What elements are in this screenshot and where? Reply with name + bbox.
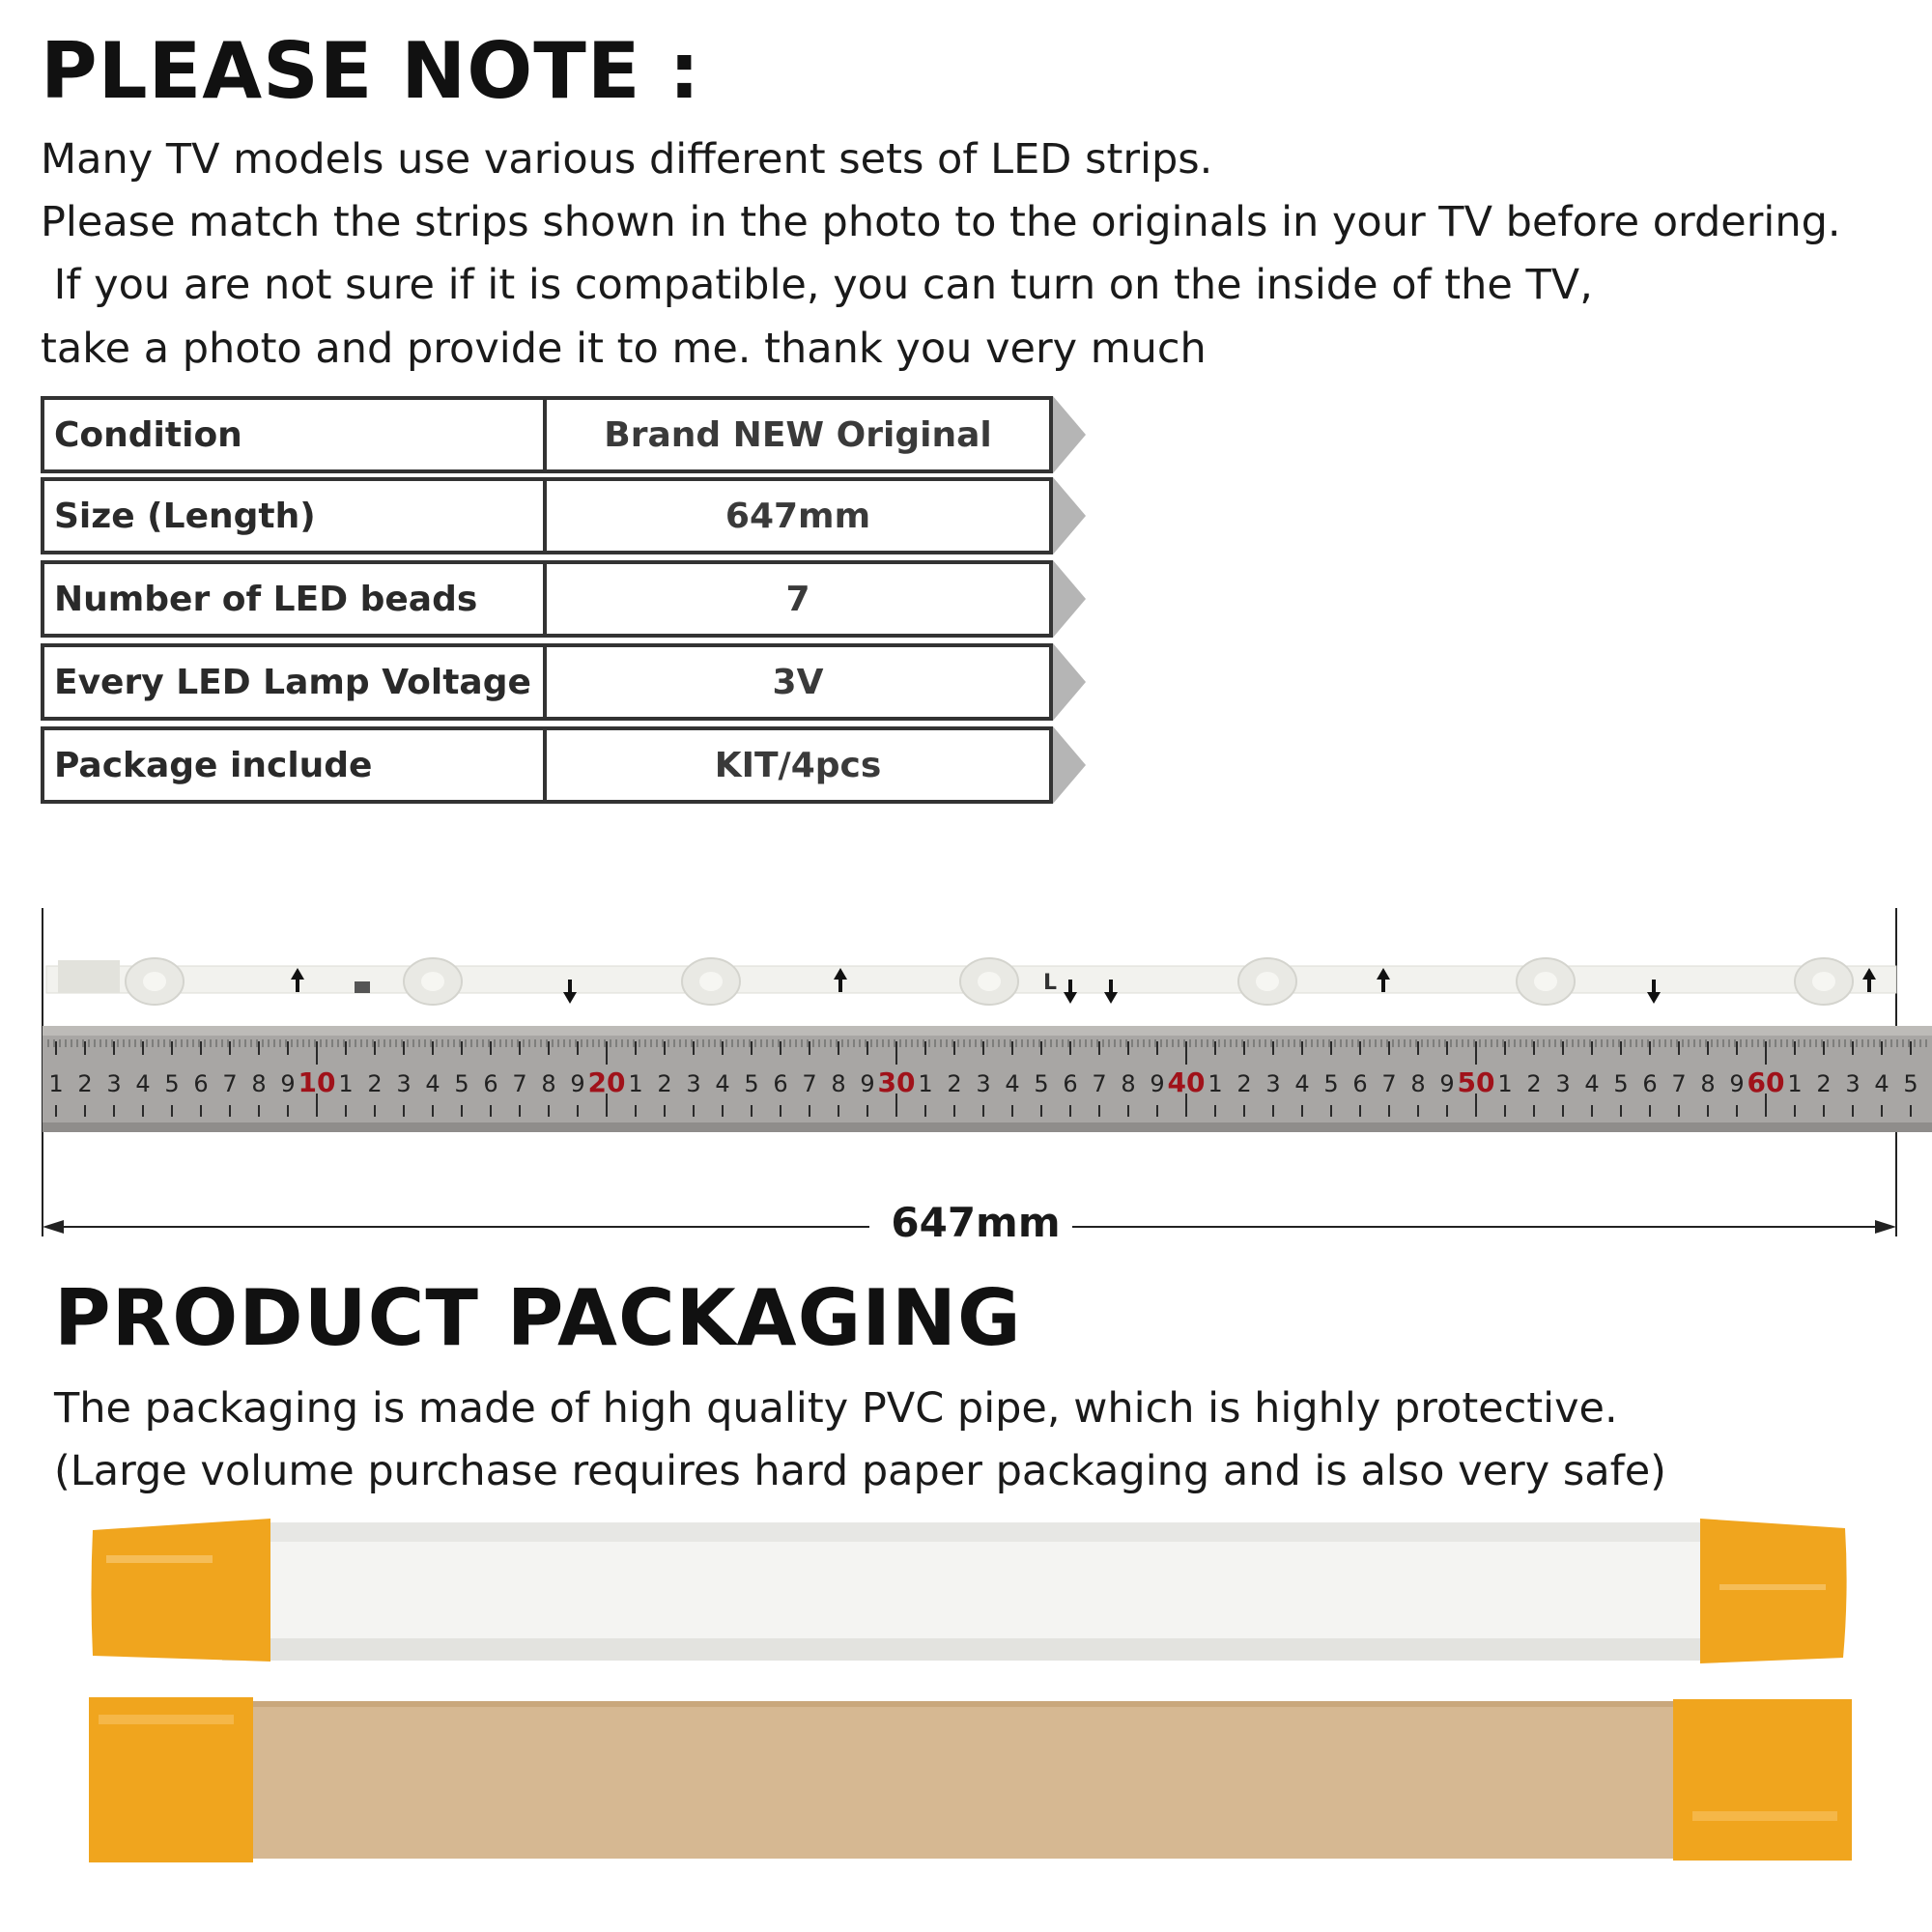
ruler-minor-label: 1	[48, 1070, 64, 1097]
ruler-minor-label: 1	[1787, 1070, 1803, 1097]
ruler-major-label: 40	[1167, 1066, 1206, 1098]
ruler-minor-label: 8	[251, 1070, 267, 1097]
ruler-minor-label: 8	[831, 1070, 846, 1097]
ruler-minor-label: 1	[338, 1070, 354, 1097]
ruler-minor-label: 9	[860, 1070, 875, 1097]
steel-ruler	[43, 1026, 1932, 1132]
note-line-3: If you are not sure if it is compatible, you can turn on the inside of the TV,	[41, 261, 1593, 309]
spec-label: Number of LED beads	[44, 564, 547, 634]
spec-label: Size (Length)	[44, 481, 547, 551]
ruler-minor-label: 6	[193, 1070, 209, 1097]
ruler-major-label: 20	[587, 1066, 626, 1098]
ruler-major-label: 10	[298, 1066, 336, 1098]
ruler-minor-label: 7	[802, 1070, 817, 1097]
led-lens	[1256, 972, 1279, 991]
spec-label: Every LED Lamp Voltage	[44, 647, 547, 717]
ruler-minor-label: 8	[1700, 1070, 1716, 1097]
row-arrow-icon	[1053, 643, 1086, 721]
tape-right	[1700, 1519, 1847, 1663]
ruler-minor-label: 7	[1671, 1070, 1687, 1097]
ruler-minor-label: 3	[1265, 1070, 1281, 1097]
note-line-1: Many TV models use various different sets of LED strips.	[41, 135, 1213, 184]
ruler-minor-label: 3	[1555, 1070, 1571, 1097]
row-arrow-icon	[1053, 726, 1086, 804]
ruler-minor-label: 2	[657, 1070, 672, 1097]
spec-value: 647mm	[724, 496, 871, 536]
spec-label: Condition	[44, 400, 547, 469]
led-lens	[1812, 972, 1835, 991]
note-heading: PLEASE NOTE :	[41, 26, 701, 116]
ruler-minor-label: 3	[106, 1070, 122, 1097]
ruler-minor-label: 9	[1729, 1070, 1745, 1097]
dimension-arrow-left-icon	[43, 1220, 64, 1234]
ruler-minor-label: 2	[1236, 1070, 1252, 1097]
ruler-minor-label: 2	[77, 1070, 93, 1097]
spec-value: 7	[785, 579, 810, 619]
ruler-minor-label: 1	[1208, 1070, 1223, 1097]
tape-left	[92, 1519, 271, 1662]
ruler-minor-label: 5	[1903, 1070, 1918, 1097]
ruler-minor-label: 6	[1063, 1070, 1078, 1097]
packaging-heading: PRODUCT PACKAGING	[54, 1273, 1022, 1363]
ruler-minor-label: 6	[1352, 1070, 1368, 1097]
ruler-minor-label: 6	[1642, 1070, 1658, 1097]
note-line-2: Please match the strips shown in the photo to the originals in your TV before ordering.	[41, 198, 1841, 246]
ruler-major-label: 30	[877, 1066, 916, 1098]
spec-row-package	[41, 726, 1053, 804]
spec-row-voltage	[41, 643, 1053, 721]
ruler-minor-label: 5	[744, 1070, 759, 1097]
strip-marking: L	[1043, 971, 1058, 995]
tape-right	[1673, 1699, 1852, 1861]
row-arrow-icon	[1053, 560, 1086, 638]
ruler-minor-label: 4	[1005, 1070, 1020, 1097]
row-arrow-icon	[1053, 396, 1086, 473]
spec-value: Brand NEW Original	[604, 414, 992, 455]
ruler-minor-label: 7	[512, 1070, 527, 1097]
ruler-minor-label: 1	[918, 1070, 933, 1097]
led-lens	[143, 972, 166, 991]
ruler-minor-label: 4	[135, 1070, 151, 1097]
row-arrow-icon	[1053, 477, 1086, 554]
ruler-minor-label: 5	[454, 1070, 469, 1097]
ruler-minor-label: 3	[1845, 1070, 1861, 1097]
ruler-minor-label: 2	[1526, 1070, 1542, 1097]
dimension-arrow-right-icon	[1875, 1220, 1896, 1234]
ruler-minor-label: 8	[1410, 1070, 1426, 1097]
spec-value: KIT/4pcs	[714, 745, 882, 785]
ruler-minor-label: 3	[976, 1070, 991, 1097]
dimension-label: 647mm	[889, 1198, 1063, 1248]
ruler-minor-label: 9	[1150, 1070, 1165, 1097]
ruler-minor-label: 4	[425, 1070, 440, 1097]
led-lens	[978, 972, 1001, 991]
ruler-minor-label: 4	[1584, 1070, 1600, 1097]
ruler-minor-label: 6	[773, 1070, 788, 1097]
spec-row-condition	[41, 396, 1053, 473]
ruler-minor-label: 2	[1816, 1070, 1832, 1097]
pvc-tube-photo	[87, 1517, 1850, 1666]
ruler-major-label: 60	[1747, 1066, 1785, 1098]
strip-qr-code	[355, 981, 370, 993]
ruler-minor-label: 5	[1613, 1070, 1629, 1097]
ruler-minor-label: 3	[686, 1070, 701, 1097]
ruler-minor-label: 7	[1092, 1070, 1107, 1097]
packaging-line-1: The packaging is made of high quality PVC pipe, which is highly protective.	[54, 1384, 1618, 1433]
led-lens	[699, 972, 723, 991]
ruler-minor-label: 1	[628, 1070, 643, 1097]
spec-label: Package include	[44, 730, 547, 800]
ruler-minor-label: 7	[1381, 1070, 1397, 1097]
ruler-minor-label: 8	[541, 1070, 556, 1097]
packaging-line-2: (Large volume purchase requires hard paper packaging and is also very safe)	[54, 1447, 1666, 1495]
ruler-minor-label: 8	[1121, 1070, 1136, 1097]
ruler-minor-label: 2	[367, 1070, 383, 1097]
note-line-4: take a photo and provide it to me. thank you very much	[41, 325, 1207, 373]
ruler-minor-label: 6	[483, 1070, 498, 1097]
ruler-major-label: 50	[1457, 1066, 1495, 1098]
ruler-minor-label: 4	[715, 1070, 730, 1097]
ruler-minor-label: 2	[947, 1070, 962, 1097]
ruler-minor-label: 5	[1034, 1070, 1049, 1097]
ruler-minor-label: 1	[1497, 1070, 1513, 1097]
led-lens	[421, 972, 444, 991]
ruler-minor-label: 9	[1439, 1070, 1455, 1097]
strip-connector	[58, 960, 120, 993]
spec-value: 3V	[772, 662, 824, 702]
ruler-minor-label: 5	[1323, 1070, 1339, 1097]
led-strip	[46, 958, 1896, 1005]
ruler-minor-label: 4	[1294, 1070, 1310, 1097]
led-lens	[1534, 972, 1557, 991]
ruler-minor-label: 9	[280, 1070, 296, 1097]
paper-box-photo	[89, 1695, 1852, 1864]
ruler-minor-label: 9	[570, 1070, 585, 1097]
spec-row-size	[41, 477, 1053, 554]
ruler-minor-label: 4	[1874, 1070, 1889, 1097]
ruler-minor-label: 3	[396, 1070, 412, 1097]
spec-row-led-beads	[41, 560, 1053, 638]
ruler-minor-label: 5	[164, 1070, 180, 1097]
ruler-minor-label: 7	[222, 1070, 238, 1097]
